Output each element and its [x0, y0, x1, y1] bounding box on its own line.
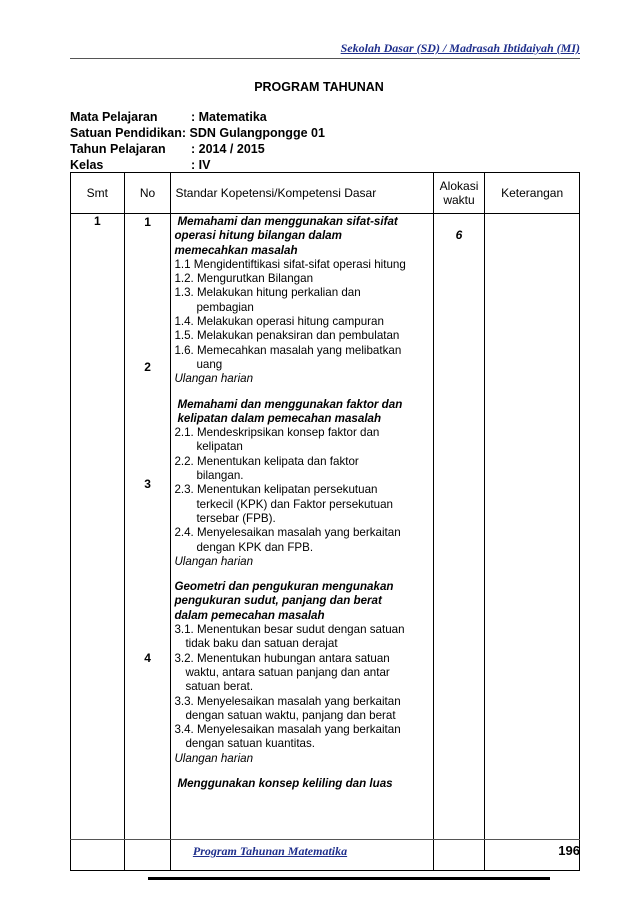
info-label: Tahun Pelajaran: [70, 142, 166, 156]
sk1-title-line: memecahkan masalah: [174, 243, 298, 257]
sk-number-3: 3: [144, 477, 151, 491]
kd-2-3-cont: terkecil (KPK) dan Faktor persekutuan: [196, 497, 393, 511]
cell-keterangan: [485, 214, 580, 871]
header-no: No: [124, 173, 171, 214]
header-smt: Smt: [71, 173, 125, 214]
sk2-title-line: kelipatan dalam pemecahan masalah: [177, 411, 382, 425]
bottom-bar: [148, 877, 550, 880]
kd-2-2-cont: bilangan.: [196, 469, 244, 483]
header-alokasi-line2: waktu: [443, 193, 475, 207]
kd-1-5: 1.5. Melakukan penaksiran dan pembulatan: [174, 329, 400, 343]
info-row-school: [70, 125, 325, 141]
header-rule: [70, 58, 580, 59]
kd-3-4: 3.4. Menyelesaikan masalah yang berkaitan: [174, 723, 401, 737]
kd-3-2-cont: waktu, antara satuan panjang dan antar: [185, 665, 390, 679]
info-row-year: [70, 141, 325, 157]
running-footer: Program Tahunan Matematika: [192, 844, 348, 858]
sk3-title-line: Geometri dan pengukuran mengunakan: [174, 580, 394, 594]
kd-3-1: 3.1. Menentukan besar sudut dengan satuan: [174, 623, 405, 637]
header-alokasi: [433, 173, 485, 214]
kd-1-1: 1.1 Mengidentiftikasi sifat-sifat operasi hitung: [174, 257, 406, 271]
info-label: Satuan Pendidikan:: [70, 126, 186, 140]
info-row-class: [70, 157, 325, 173]
kd-2-3: 2.3. Menentukan kelipatan persekutuan: [174, 483, 378, 497]
info-row-subject: [70, 109, 325, 125]
kd-3-4-cont: dengan satuan kuantitas.: [185, 737, 316, 751]
header-keterangan: Keterangan: [485, 173, 580, 214]
kd-3-2: 3.2. Menentukan hubungan antara satuan: [174, 651, 390, 665]
info-label: Kelas: [70, 158, 104, 172]
info-value: : Matematika: [191, 110, 267, 124]
kd-2-2: 2.2. Menentukan kelipata dan faktor: [174, 454, 359, 468]
header-standar: Standar Kopetensi/Kompetensi Dasar: [171, 173, 433, 214]
document-info: [70, 109, 325, 173]
kd-3-2-cont: satuan berat.: [185, 680, 254, 694]
ulangan-harian-2: Ulangan harian: [174, 554, 254, 568]
sk-number-2: 2: [144, 360, 151, 374]
page-number: 196: [558, 843, 580, 858]
kd-1-3-cont: pembagian: [196, 300, 254, 314]
kd-2-1: 2.1. Mendeskripsikan konsep faktor dan: [174, 426, 380, 440]
sk1-title-line: Memahami dan menggunakan sifat-sifat: [177, 215, 398, 228]
kd-2-1-cont: kelipatan: [196, 440, 243, 454]
table-header-row: [71, 173, 580, 214]
sk1-title-line: operasi hitung bilangan dalam: [174, 229, 342, 243]
info-value: : 2014 / 2015: [191, 142, 265, 156]
info-label: Mata Pelajaran: [70, 110, 158, 124]
cell-smt: 1: [71, 214, 125, 871]
sk2-title-line: Memahami dan menggunakan faktor dan: [177, 397, 403, 411]
sk4-title-line: Menggunakan konsep keliling dan luas: [177, 776, 393, 790]
kd-1-6: 1.6. Memecahkan masalah yang melibatkan: [174, 343, 402, 357]
cell-no: [124, 214, 171, 871]
table-row: [71, 214, 580, 871]
page-title: PROGRAM TAHUNAN: [254, 80, 384, 94]
cell-alokasi: 6: [433, 214, 485, 871]
kd-1-4: 1.4. Melakukan operasi hitung campuran: [174, 315, 384, 329]
kd-1-3: 1.3. Melakukan hitung perkalian dan: [174, 286, 361, 300]
kd-2-4: 2.4. Menyelesaikan masalah yang berkaitan: [174, 526, 401, 540]
number-column: [125, 214, 171, 856]
kd-1-6-cont: uang: [196, 357, 223, 371]
kd-3-3-cont: dengan satuan waktu, panjang dan berat: [185, 708, 396, 722]
kd-3-3: 3.3. Menyelesaikan masalah yang berkaitan: [174, 694, 401, 708]
sk3-title-line: pengukuran sudut, panjang dan berat: [174, 594, 382, 608]
ulangan-harian-3: Ulangan harian: [174, 751, 254, 765]
running-header: Sekolah Dasar (SD) / Madrasah Ibtidaiyah (MI): [340, 41, 580, 55]
kd-1-2: 1.2. Mengurutkan Bilangan: [174, 272, 314, 286]
ulangan-harian-1: Ulangan harian: [174, 372, 254, 386]
header-alokasi-line1: Alokasi: [439, 179, 479, 193]
kd-2-3-cont: tersebar (FPB).: [196, 511, 276, 525]
cell-standar: [171, 214, 433, 871]
kd-2-4-cont: dengan KPK dan FPB.: [196, 540, 314, 554]
sk-number-4: 4: [144, 651, 151, 665]
info-value: : IV: [191, 158, 211, 172]
sk-number-1: 1: [144, 215, 151, 229]
sk3-title-line: dalam pemecahan masalah: [174, 608, 325, 622]
info-value: SDN Gulangpongge 01: [189, 126, 325, 140]
kd-3-1-cont: tidak baku dan satuan derajat: [185, 637, 338, 651]
program-table: [70, 172, 580, 871]
footer-rule: [70, 839, 580, 840]
